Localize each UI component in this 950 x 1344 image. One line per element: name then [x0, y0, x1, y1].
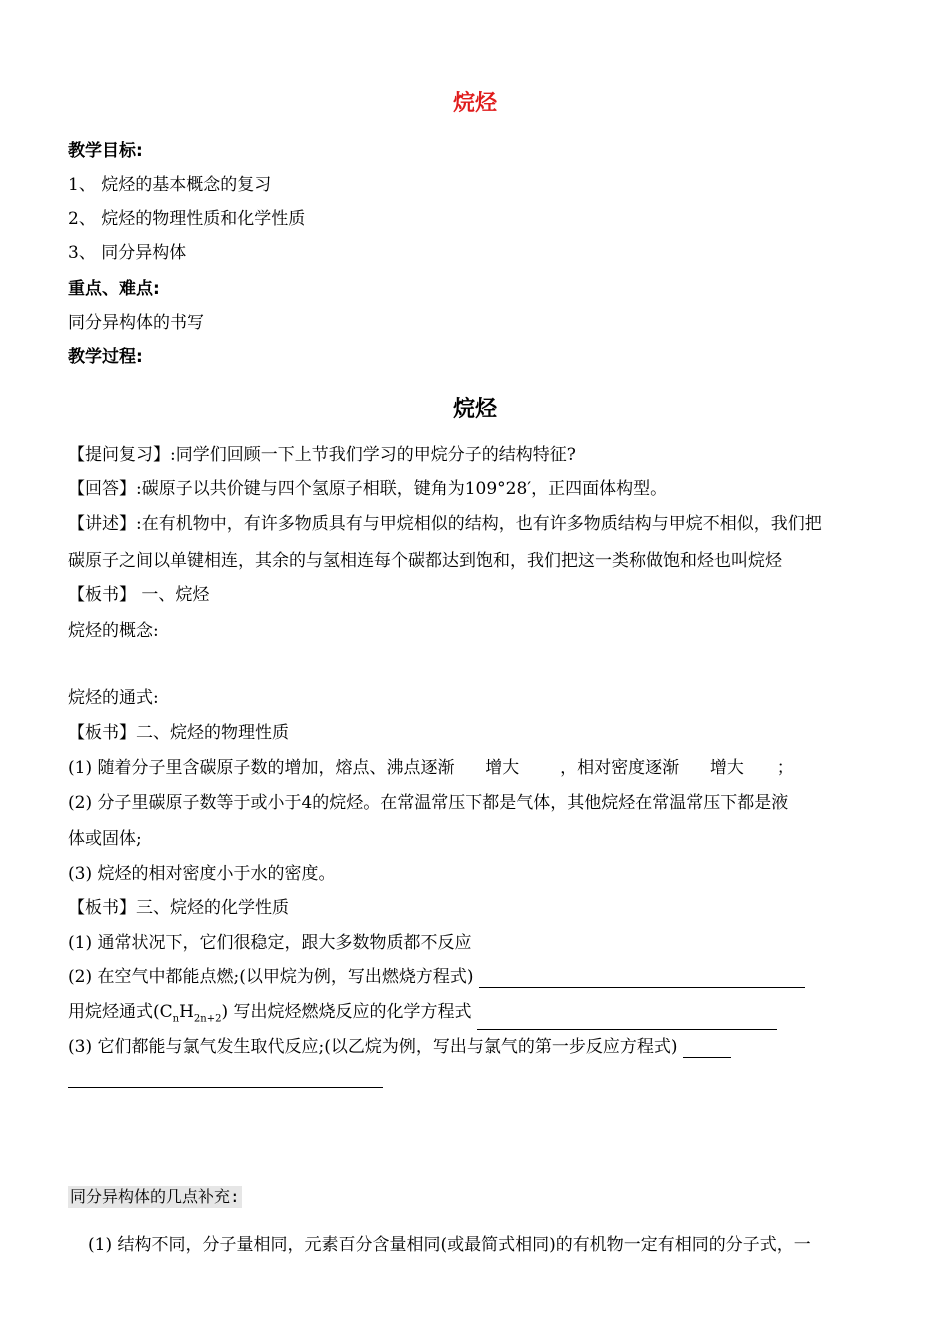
objective-item-3: 3、 同分异构体: [68, 243, 187, 263]
objective-item-1: 1、 烷烃的基本概念的复习: [68, 175, 272, 195]
physical-property-1-end: ；: [776, 758, 794, 778]
formula-label: 烷烃的通式:: [68, 688, 159, 708]
formula-text-b: ) 写出烷烃燃烧反应的化学方程式: [221, 1002, 472, 1022]
lecture-line-2: 碳原子之间以单键相连，其余的与氢相连每个碳都达到饱和，我们把这一类称做饱和烃也叫烷烃: [68, 551, 782, 571]
physical-property-3: (3) 烷烃的相对密度小于水的密度。: [68, 864, 336, 884]
physical-property-1-text-b: ，相对密度逐渐: [560, 758, 680, 778]
document-title: 烷烃: [452, 91, 497, 116]
chemical-property-3-text: (3) 它们都能与氯气发生取代反应;(以乙烷为例，写出与氯气的第一步反应方程式): [68, 1037, 678, 1057]
chemical-formula-line: [68, 1001, 777, 1030]
chemical-property-1: (1) 通常状况下，它们很稳定，跟大多数物质都不反应: [68, 933, 472, 953]
review-question: 【提问复习】:同学们回顾一下上节我们学习的甲烷分子的结构特征?: [68, 445, 576, 465]
physical-property-1-answer-a: 增大: [485, 758, 520, 778]
board-heading-1: 【板书】 一、烷烃: [68, 585, 210, 605]
section-title: 烷烃: [452, 397, 497, 422]
physical-property-2-line-2: 体或固体;: [68, 829, 142, 849]
chemical-property-2: [68, 966, 805, 988]
physical-property-1: [68, 757, 794, 779]
formula-sub-n: n: [172, 1013, 180, 1025]
key-points-heading: 重点、难点:: [68, 279, 160, 299]
answer-blank-combustion[interactable]: [479, 969, 805, 988]
answer-blank-substitution[interactable]: [683, 1039, 731, 1058]
key-points-text: 同分异构体的书写: [68, 313, 204, 333]
formula-h: H: [179, 1002, 194, 1022]
physical-property-1-answer-b: 增大: [709, 758, 744, 778]
objective-item-2: 2、 烷烃的物理性质和化学性质: [68, 209, 306, 229]
formula-text-a: 用烷烃通式(C: [68, 1002, 173, 1022]
formula-sub-2n2: 2n+2: [193, 1013, 222, 1025]
objectives-heading: 教学目标:: [68, 141, 143, 161]
answer-blank-general-combustion[interactable]: [477, 1011, 777, 1030]
board-heading-3: 【板书】三、烷烃的化学性质: [68, 898, 289, 918]
physical-property-2-line-1: (2) 分子里碳原子数等于或小于4的烷烃。在常温常压下都是气体，其他烷烃在常温常压下都是液: [68, 793, 789, 813]
supplement-heading: 同分异构体的几点补充:: [70, 1187, 240, 1206]
concept-label: 烷烃的概念:: [68, 621, 159, 641]
lecture-line-1: 【讲述】:在有机物中，有许多物质具有与甲烷相似的结构，也有许多物质结构与甲烷不相似，我们把: [68, 514, 822, 534]
board-heading-2: 【板书】二、烷烃的物理性质: [68, 723, 289, 743]
answer-blank-substitution-continued[interactable]: [68, 1087, 383, 1088]
chemical-property-3: [68, 1036, 731, 1058]
supplement-item-1: (1) 结构不同，分子量相同，元素百分含量相同(或最简式相同)的有机物一定有相同的分子式，一: [88, 1235, 811, 1255]
physical-property-1-text-a: (1) 随着分子里含碳原子数的增加，熔点、沸点逐渐: [68, 758, 455, 778]
process-heading: 教学过程:: [68, 347, 143, 367]
chemical-property-2-text: (2) 在空气中都能点燃;(以甲烷为例，写出燃烧方程式): [68, 967, 474, 987]
review-answer: 【回答】:碳原子以共价键与四个氢原子相联，键角为109°28′，正四面体构型。: [68, 479, 668, 499]
